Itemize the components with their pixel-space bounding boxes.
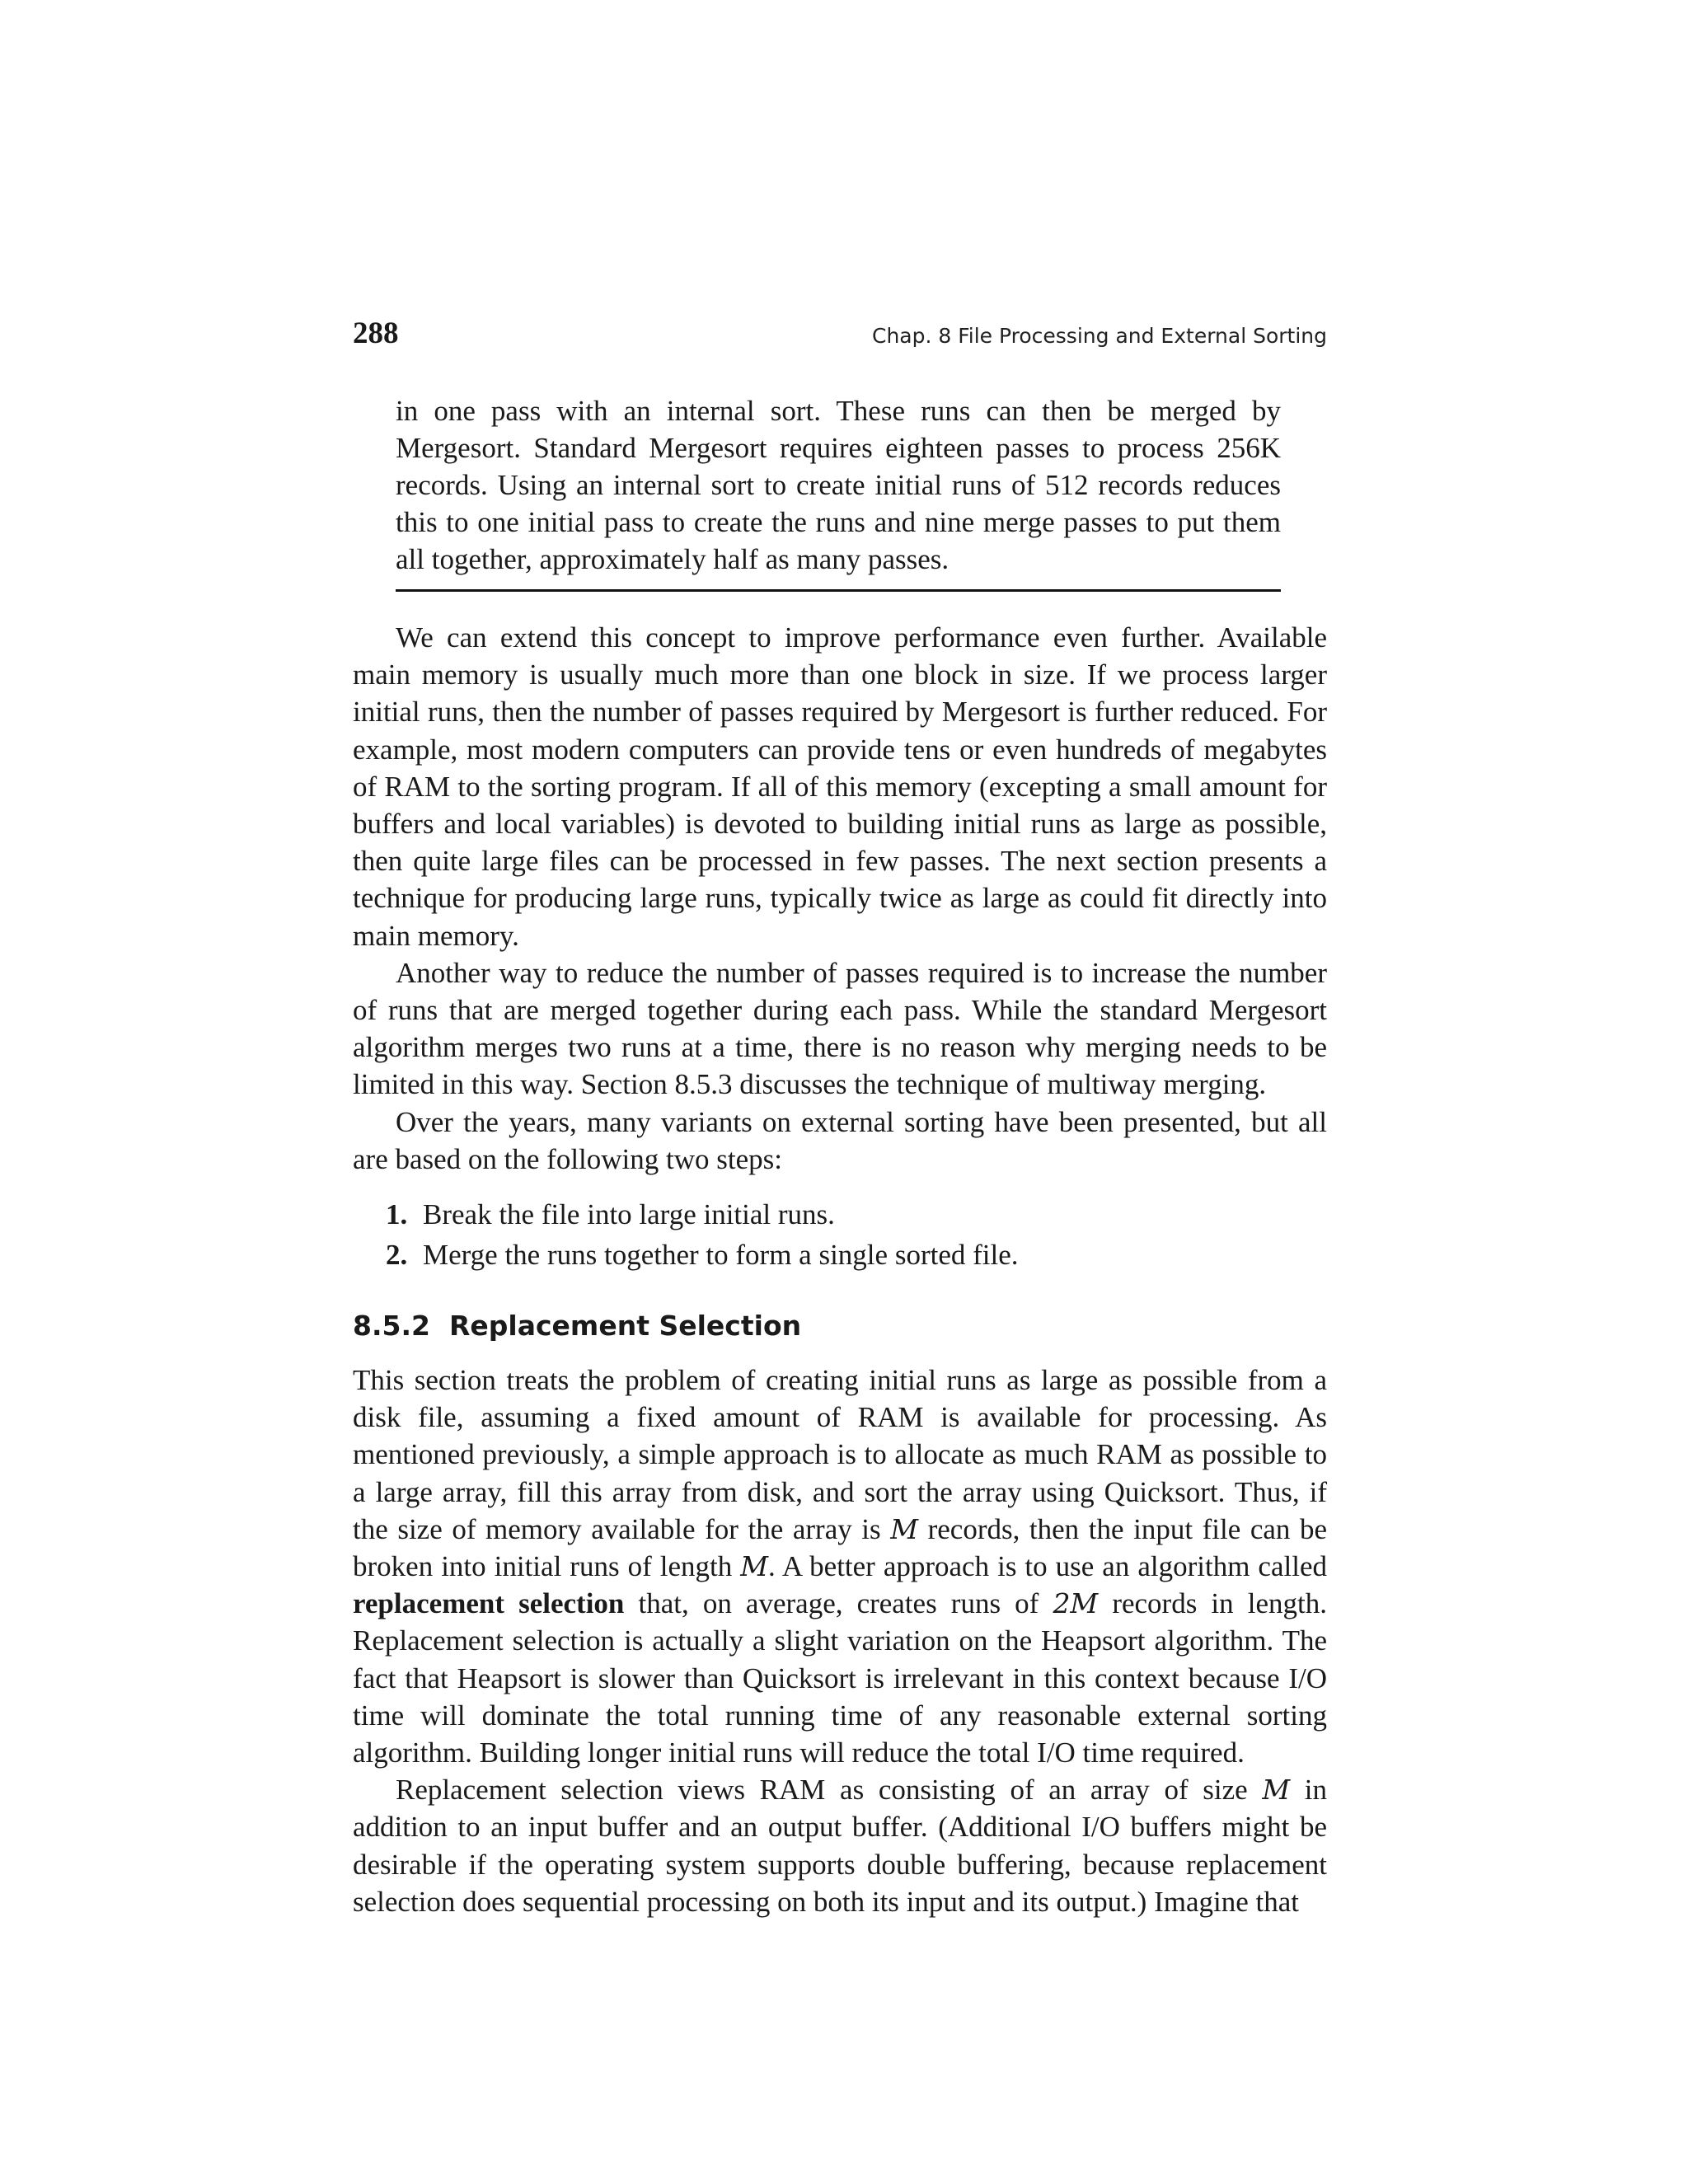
paragraph: We can extend this concept to improve performance even further. Available main memory is usually much more than one block in size. If we process larger initial runs, then the number of passes required by Mergesort is further reduced. For example, most modern computers can provide tens or even hundreds of megabytes of RAM to the sorting program. If all of this memory (excepting a small amount for buffers and local variables) is devoted to building initial runs as large as possible, then quite large files can be processed in few passes. The next section presents a technique for producing large runs, typically twice as large as could fit directly into main memory. (353, 621, 1327, 952)
list-item-text: Merge the runs together to form a single sorted file. (423, 1239, 1019, 1272)
main-text (353, 619, 1327, 1920)
list-item-text: Break the file into large initial runs. (423, 1198, 835, 1231)
text-run: Replacement selection views RAM as consisting of an array of size (396, 1774, 1263, 1807)
section-heading (353, 1307, 1327, 1345)
page-number: 288 (353, 316, 399, 350)
paragraph: Another way to reduce the number of passes required is to increase the number of runs that are merged together during each pass. While the standard Mergesort algorithm merges two runs at a time, there is no reason why merging needs to be limited in this way. Section 8.5.3 discusses the technique of multiway merging. (353, 956, 1327, 1101)
section-number: 8.5.2 (353, 1310, 430, 1343)
list-item (353, 1235, 1327, 1275)
text-run: This section treats the problem of creating initial runs as large as possible from a disk file, assuming a fixed amount of RAM is available for processing. As mentioned previously, a simple approach is to allocate as much RAM as possible to a large array, fill this array from disk, and sort the array using Quicksort. Thus, if the size of memory available for the array is (353, 1364, 1327, 1545)
page-header (353, 315, 1327, 353)
defined-term: replacement selection (353, 1587, 625, 1620)
example-end-rule (396, 589, 1281, 592)
example-text: in one pass with an internal sort. These runs can then be merged by Mergesort. Standard Mergesort requires eighteen passes to process 256K records. Using an internal sort to create initial runs of 512 records reduces this to one initial pass to create the runs and nine merge passes to put them all together, approximately half as many passes. (396, 395, 1281, 575)
text-run: that, on average, creates runs of (624, 1587, 1053, 1620)
math-variable: M (1262, 1774, 1291, 1807)
list-item (353, 1194, 1327, 1235)
list-item-number: 2. (386, 1239, 408, 1272)
text-run: . A better approach is to use an algorithm called (768, 1550, 1327, 1583)
text-run: in addition to an input buffer and an output buffer. (Additional I/O buffers might be desirable if the operating system supports double buffering, because replacement selection does sequential processing on both its input and its output.) Imagine that (353, 1774, 1327, 1918)
paragraph: Over the years, many variants on external sorting have been presented, but all are based on the following two steps: (353, 1105, 1327, 1175)
paragraph (353, 1361, 1327, 1771)
text-run: records in length. Replacement selection is actually a slight variation on the Heapsort algorithm. The fact that Heapsort is slower than Quicksort is irrelevant in this context because I/O time will dominate the total running time of any reasonable external sorting algorithm. Building longer initial runs will reduce the total I/O time required. (353, 1587, 1327, 1769)
math-expression: 2M (1053, 1587, 1099, 1620)
text-run: records, then the input file can be broken into initial runs of length (353, 1512, 1327, 1583)
math-variable: M (740, 1550, 768, 1583)
section-title: Replacement Selection (449, 1310, 802, 1343)
paragraph (353, 1771, 1327, 1920)
math-variable: M (890, 1512, 919, 1545)
running-head: Chap. 8 File Processing and External Sorting (871, 324, 1327, 348)
list-item-number: 1. (386, 1198, 408, 1231)
steps-list (353, 1194, 1327, 1275)
example-continuation (396, 392, 1281, 592)
